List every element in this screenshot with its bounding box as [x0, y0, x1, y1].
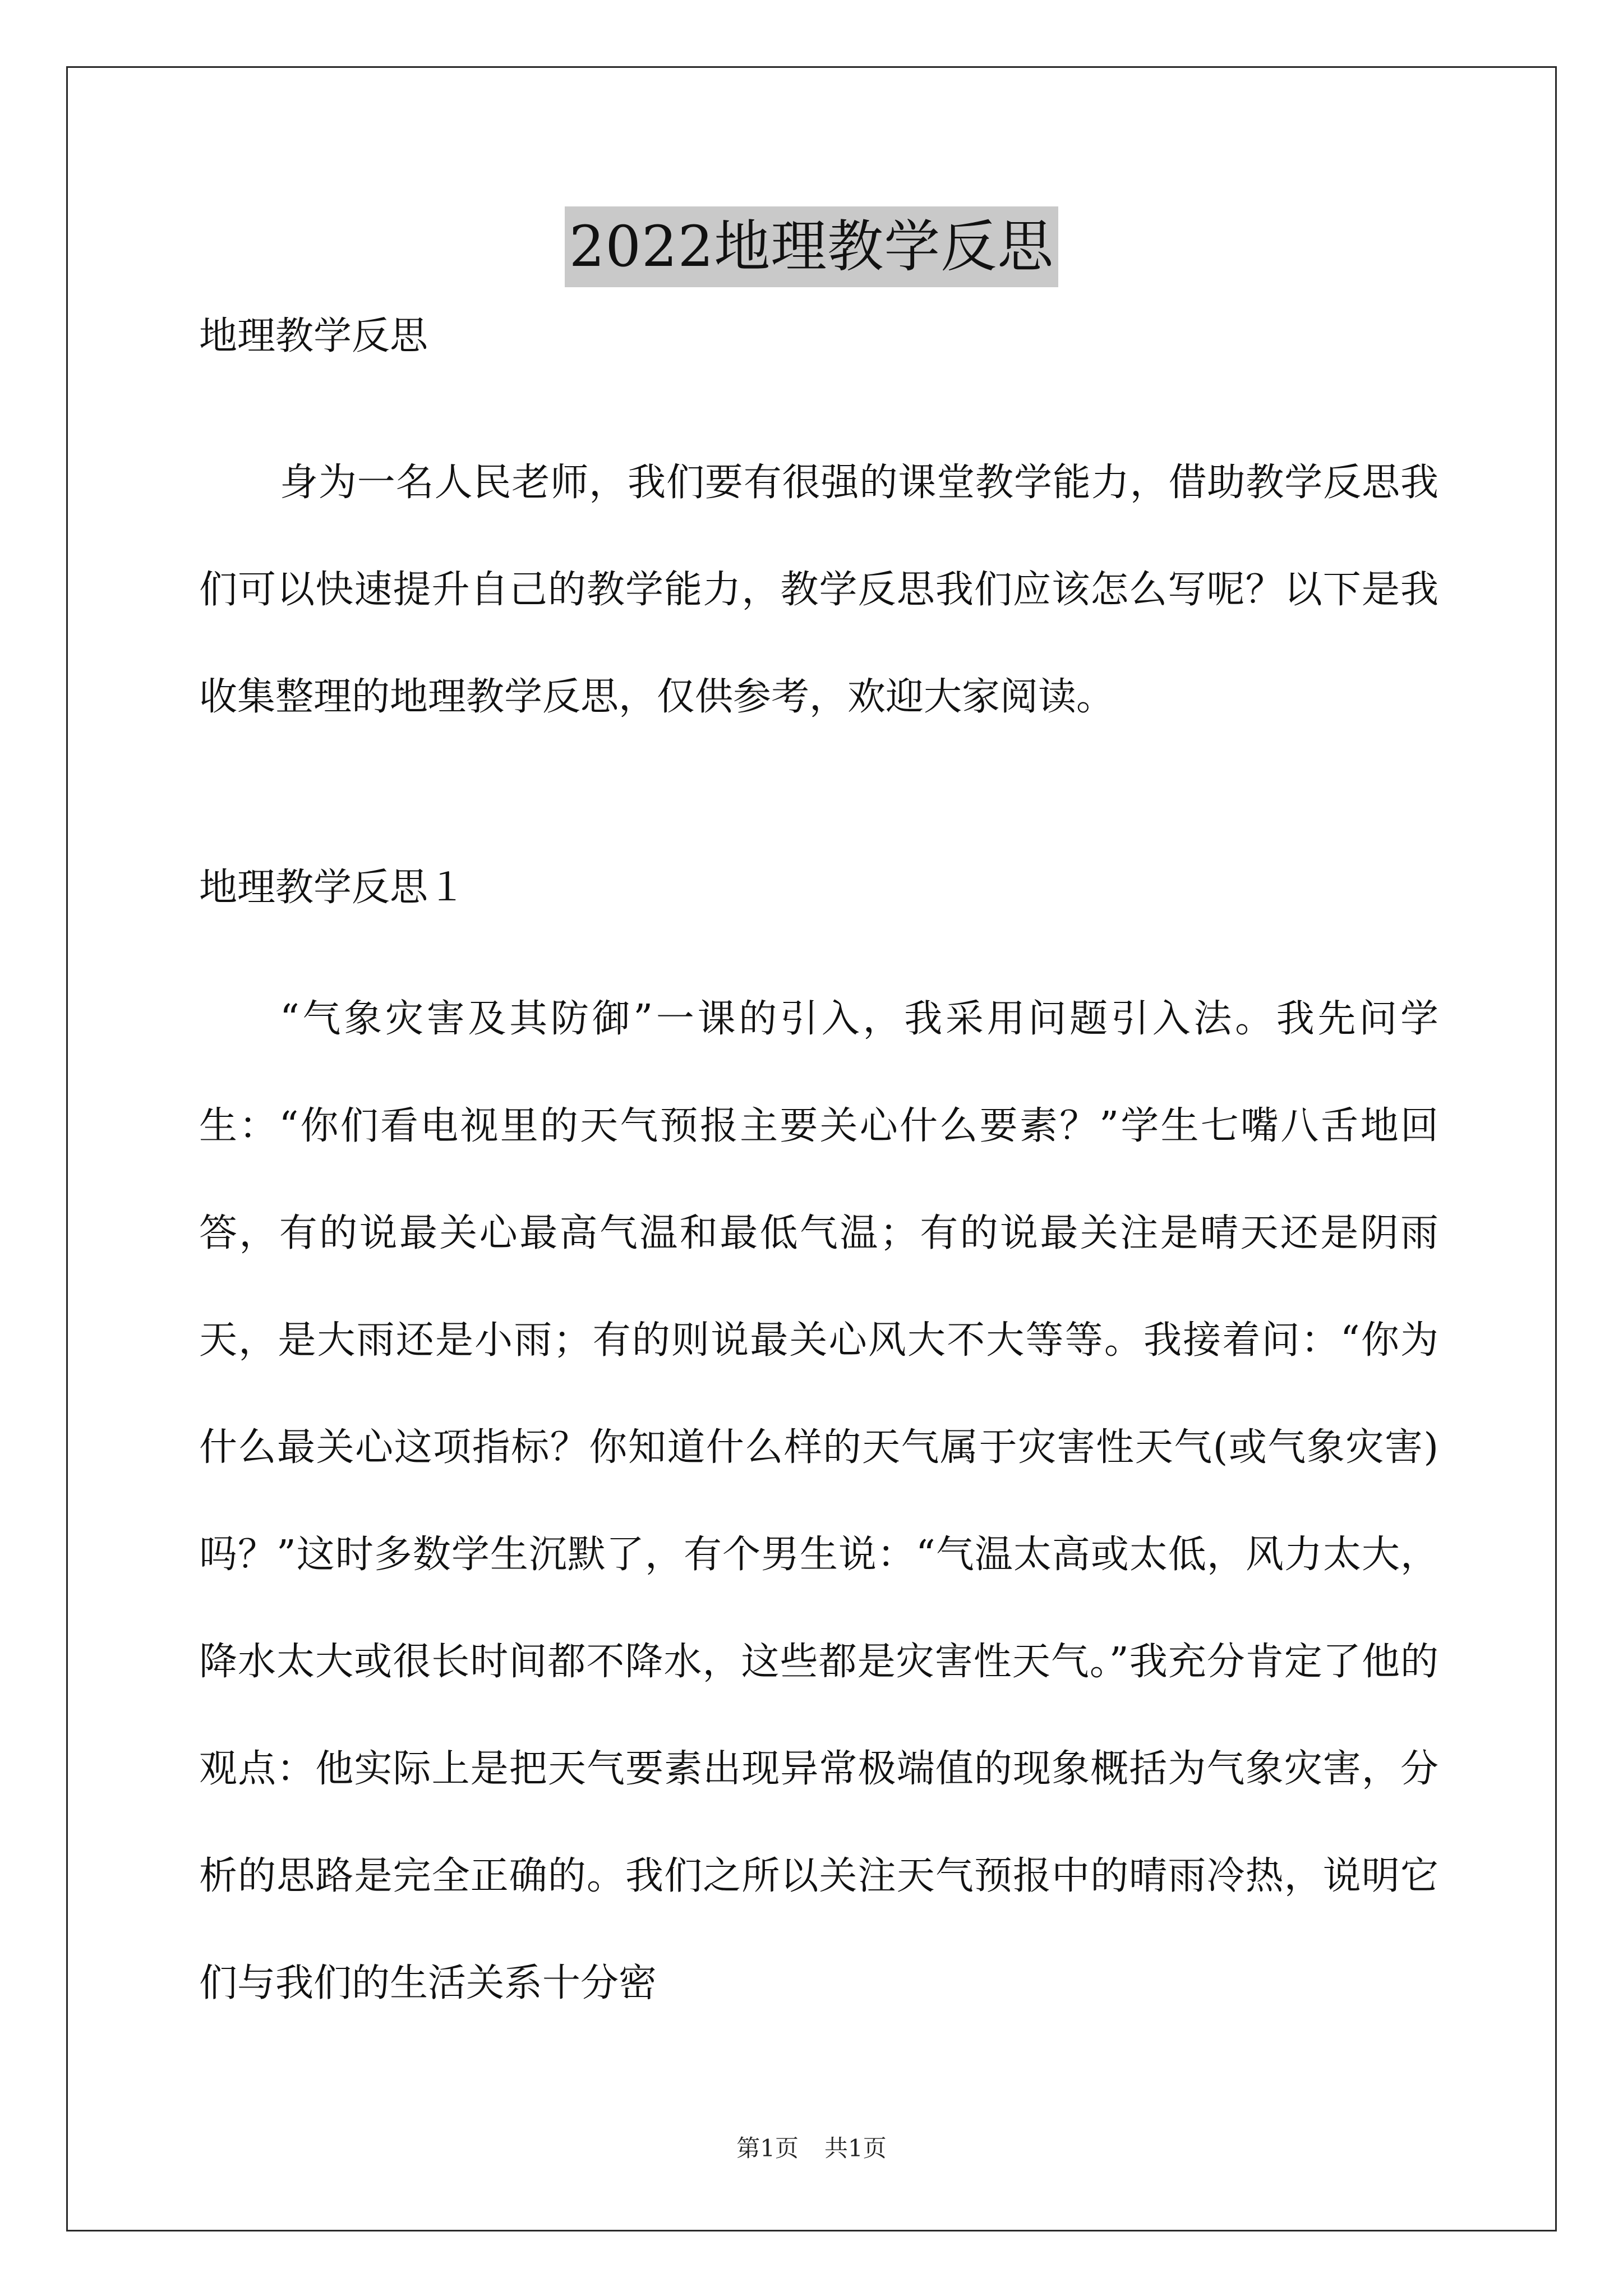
section-heading: 地理教学反思 [199, 314, 428, 358]
page-number-total: 共1页 [824, 2134, 887, 2162]
document-title: 2022地理教学反思 [565, 206, 1059, 287]
section-heading: 地理教学反思１ [199, 866, 467, 910]
title-container [0, 206, 1623, 287]
document-body [199, 314, 1438, 2037]
intro-paragraph: 身为一名人民老师，我们要有很强的课堂教学能力，借助教学反思我们可以快速提升自己的教学能力，教学反思我们应该怎么写呢？以下是我收集整理的地理教学反思，仅供参考，欢迎大家阅读。 [199, 461, 1438, 719]
page-footer [0, 2132, 1623, 2165]
page-number-current: 第1页 [736, 2134, 799, 2162]
body-paragraph: “气象灾害及其防御”一课的引入，我采用问题引入法。我先问学生：“你们看电视里的天气预报主要关心什么要素？”学生七嘴八舌地回答，有的说最关心最高气温和最低气温；有的说最关注是晴天还是阴雨天，是大雨还是小雨；有的则说最关心风大不大等等。我接着问：“你为什么最关心这项指标？你知道什么样的天气属于灾害性天气(或气象灾害)吗？”这时多数学生沉默了，有个男生说：“气温太高或太低，风力太大，降水太大或很长时间都不降水，这些都是灾害性天气。”我充分肯定了他的观点：他实际上是把天气要素出现异常极端值的现象概括为气象灾害，分析的思路是完全正确的。我们之所以关注天气预报中的晴雨冷热，说明它们与我们的生活关系十分密 [199, 997, 1438, 2005]
